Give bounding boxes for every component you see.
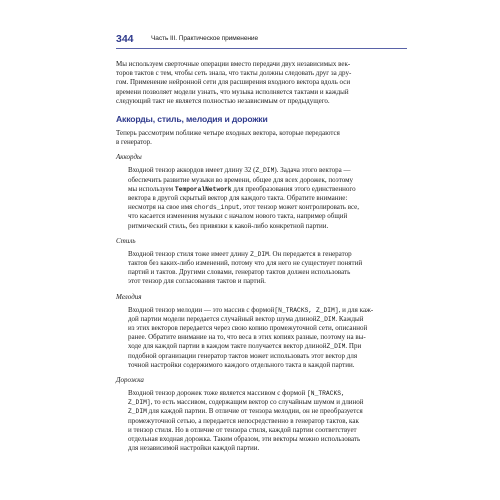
text-line: что касается изменения музыки с началом нового такта, например общий xyxy=(128,212,348,221)
text-line: отдельная входная дорожка. Таким образом, эти векторы можно использовать xyxy=(128,435,361,444)
section-intro-paragraph xyxy=(116,129,390,147)
text-line: гом. Применение нейронной сети для расширения входного вектора вдоль оси xyxy=(116,78,351,87)
text-line: следующий такт не является полностью независимым от предыдущего. xyxy=(116,96,330,105)
melody-paragraph xyxy=(128,306,390,370)
text-run: мы используем xyxy=(128,184,175,193)
code-shape: [N_TRACKS, Z_DIM] xyxy=(274,306,339,314)
text-run: . Каждый xyxy=(335,314,364,323)
header-rule xyxy=(116,48,407,49)
text-line xyxy=(128,203,390,212)
text-run: . При xyxy=(345,342,362,351)
tracks-paragraph xyxy=(128,389,390,453)
text-line: обеспечить развитие музыки во времени, общее для всех дорожек, поэтому xyxy=(128,175,354,184)
text-run: несмотря на свое имя xyxy=(128,203,195,212)
text-line: промежуточной сетью, а передается непосредственно в генератор тактов, как xyxy=(128,416,359,425)
code-shape: [N_TRACKS, xyxy=(307,390,345,398)
intro-paragraph xyxy=(116,60,390,106)
text-line: этот тензор для согласования тактов и партий. xyxy=(128,277,266,286)
code-zdim: Z_DIM xyxy=(255,167,275,175)
text-run: . Он передается в генератор xyxy=(268,249,352,258)
text-line xyxy=(128,389,390,398)
subheading-melody: Мелодия xyxy=(116,292,142,301)
text-run: дой партии модели передается случайный вектор шума длиной xyxy=(128,314,317,323)
text-line: для независимой настройки каждой партии. xyxy=(128,444,260,453)
text-run: , то есть массивом, содержащим вектор со случайным шумом и длиной xyxy=(150,398,364,407)
code-zdim: Z_DIM xyxy=(128,408,147,416)
text-run: для преобразования этого единственного xyxy=(231,184,356,193)
style-paragraph xyxy=(128,250,390,287)
text-line xyxy=(128,306,390,315)
text-run: Входной тензор мелодии — это массив с формой xyxy=(128,305,275,314)
text-line: партий и тактов. Другими словами, генератор тактов должен использовать xyxy=(128,268,351,277)
code-zdim: Z_DIM xyxy=(316,315,336,323)
text-line: Мы используем сверточные операции вместо передачи двух независимых век- xyxy=(116,60,351,68)
text-run: для каждой партии. В отличие от тензора мелодии, он не преобразуется xyxy=(146,407,363,416)
text-line: ритмический стиль, без привязки к какой-либо конкретной партии. xyxy=(128,221,329,230)
text-line: Теперь рассмотрим поближе четыре входных вектора, которые передаются xyxy=(116,129,340,138)
text-line: и тензор стиля. Но в отличие от тензора стиля, каждой партии соответствует xyxy=(128,425,357,434)
text-line xyxy=(128,407,390,416)
subheading-chords: Аккорды xyxy=(116,153,142,162)
text-line: точной настройки содержимого каждого отдельного такта в каждой партии. xyxy=(128,360,355,369)
text-line xyxy=(128,185,390,194)
text-line: подобной организации генератор тактов может использовать этот вектор для xyxy=(128,351,358,360)
text-run: , этот тензор может контролировать все, xyxy=(239,203,360,212)
page-number: 344 xyxy=(116,33,134,45)
text-line: тактов без каких-либо изменений, потому что для него не существует понятий xyxy=(128,259,363,268)
subheading-tracks: Дорожка xyxy=(116,376,144,385)
code-zdim: Z_DIM xyxy=(326,343,346,351)
code-chords-input: chords_input xyxy=(194,204,240,212)
running-head: Часть III. Практическое применение xyxy=(151,35,259,42)
code-shape: Z_DIM] xyxy=(128,399,151,407)
code-temporal-network: TemporalNetwork xyxy=(174,185,232,193)
text-line xyxy=(128,250,390,259)
text-run: ходе для каждой партии в каждом такте получается вектор длиной xyxy=(128,342,327,351)
page-body xyxy=(116,60,390,454)
text-line xyxy=(128,166,390,175)
text-line: ранее. Обратите внимание на то, что веса в этих копиях разные, поэтому на вы- xyxy=(128,333,366,342)
text-line: вектора в другой скрытый вектор для каждого такта. Обратите внимание: xyxy=(128,194,348,203)
text-run: Входной тензор аккордов имеет длину 32 ( xyxy=(128,166,256,175)
text-line: в генератор. xyxy=(116,138,152,147)
text-run: ). Задача этого вектора — xyxy=(274,166,351,175)
section-heading: Аккорды, стиль, мелодия и дорожки xyxy=(116,114,268,125)
text-run: Входной тензор дорожек тоже является массивом с формой xyxy=(128,389,308,398)
subheading-style: Стиль xyxy=(116,236,136,245)
text-run: , и для каж- xyxy=(338,305,374,314)
page-header xyxy=(116,33,407,51)
text-line: времени позволяет модели узнать, что музыка исполняется тактами и каждый xyxy=(116,87,349,96)
text-line: из этих векторов передается через свою копию промежуточной сети, описанной xyxy=(128,324,368,333)
text-line xyxy=(128,398,390,407)
text-line xyxy=(128,315,390,324)
code-zdim: Z_DIM xyxy=(250,250,269,258)
text-line: торов тактов с тем, чтобы сеть знала, что такты должны следовать друг за дру- xyxy=(116,69,352,78)
chords-paragraph xyxy=(128,166,390,230)
text-line xyxy=(128,342,390,351)
text-run: Входной тензор стиля тоже имеет длину xyxy=(128,249,251,258)
